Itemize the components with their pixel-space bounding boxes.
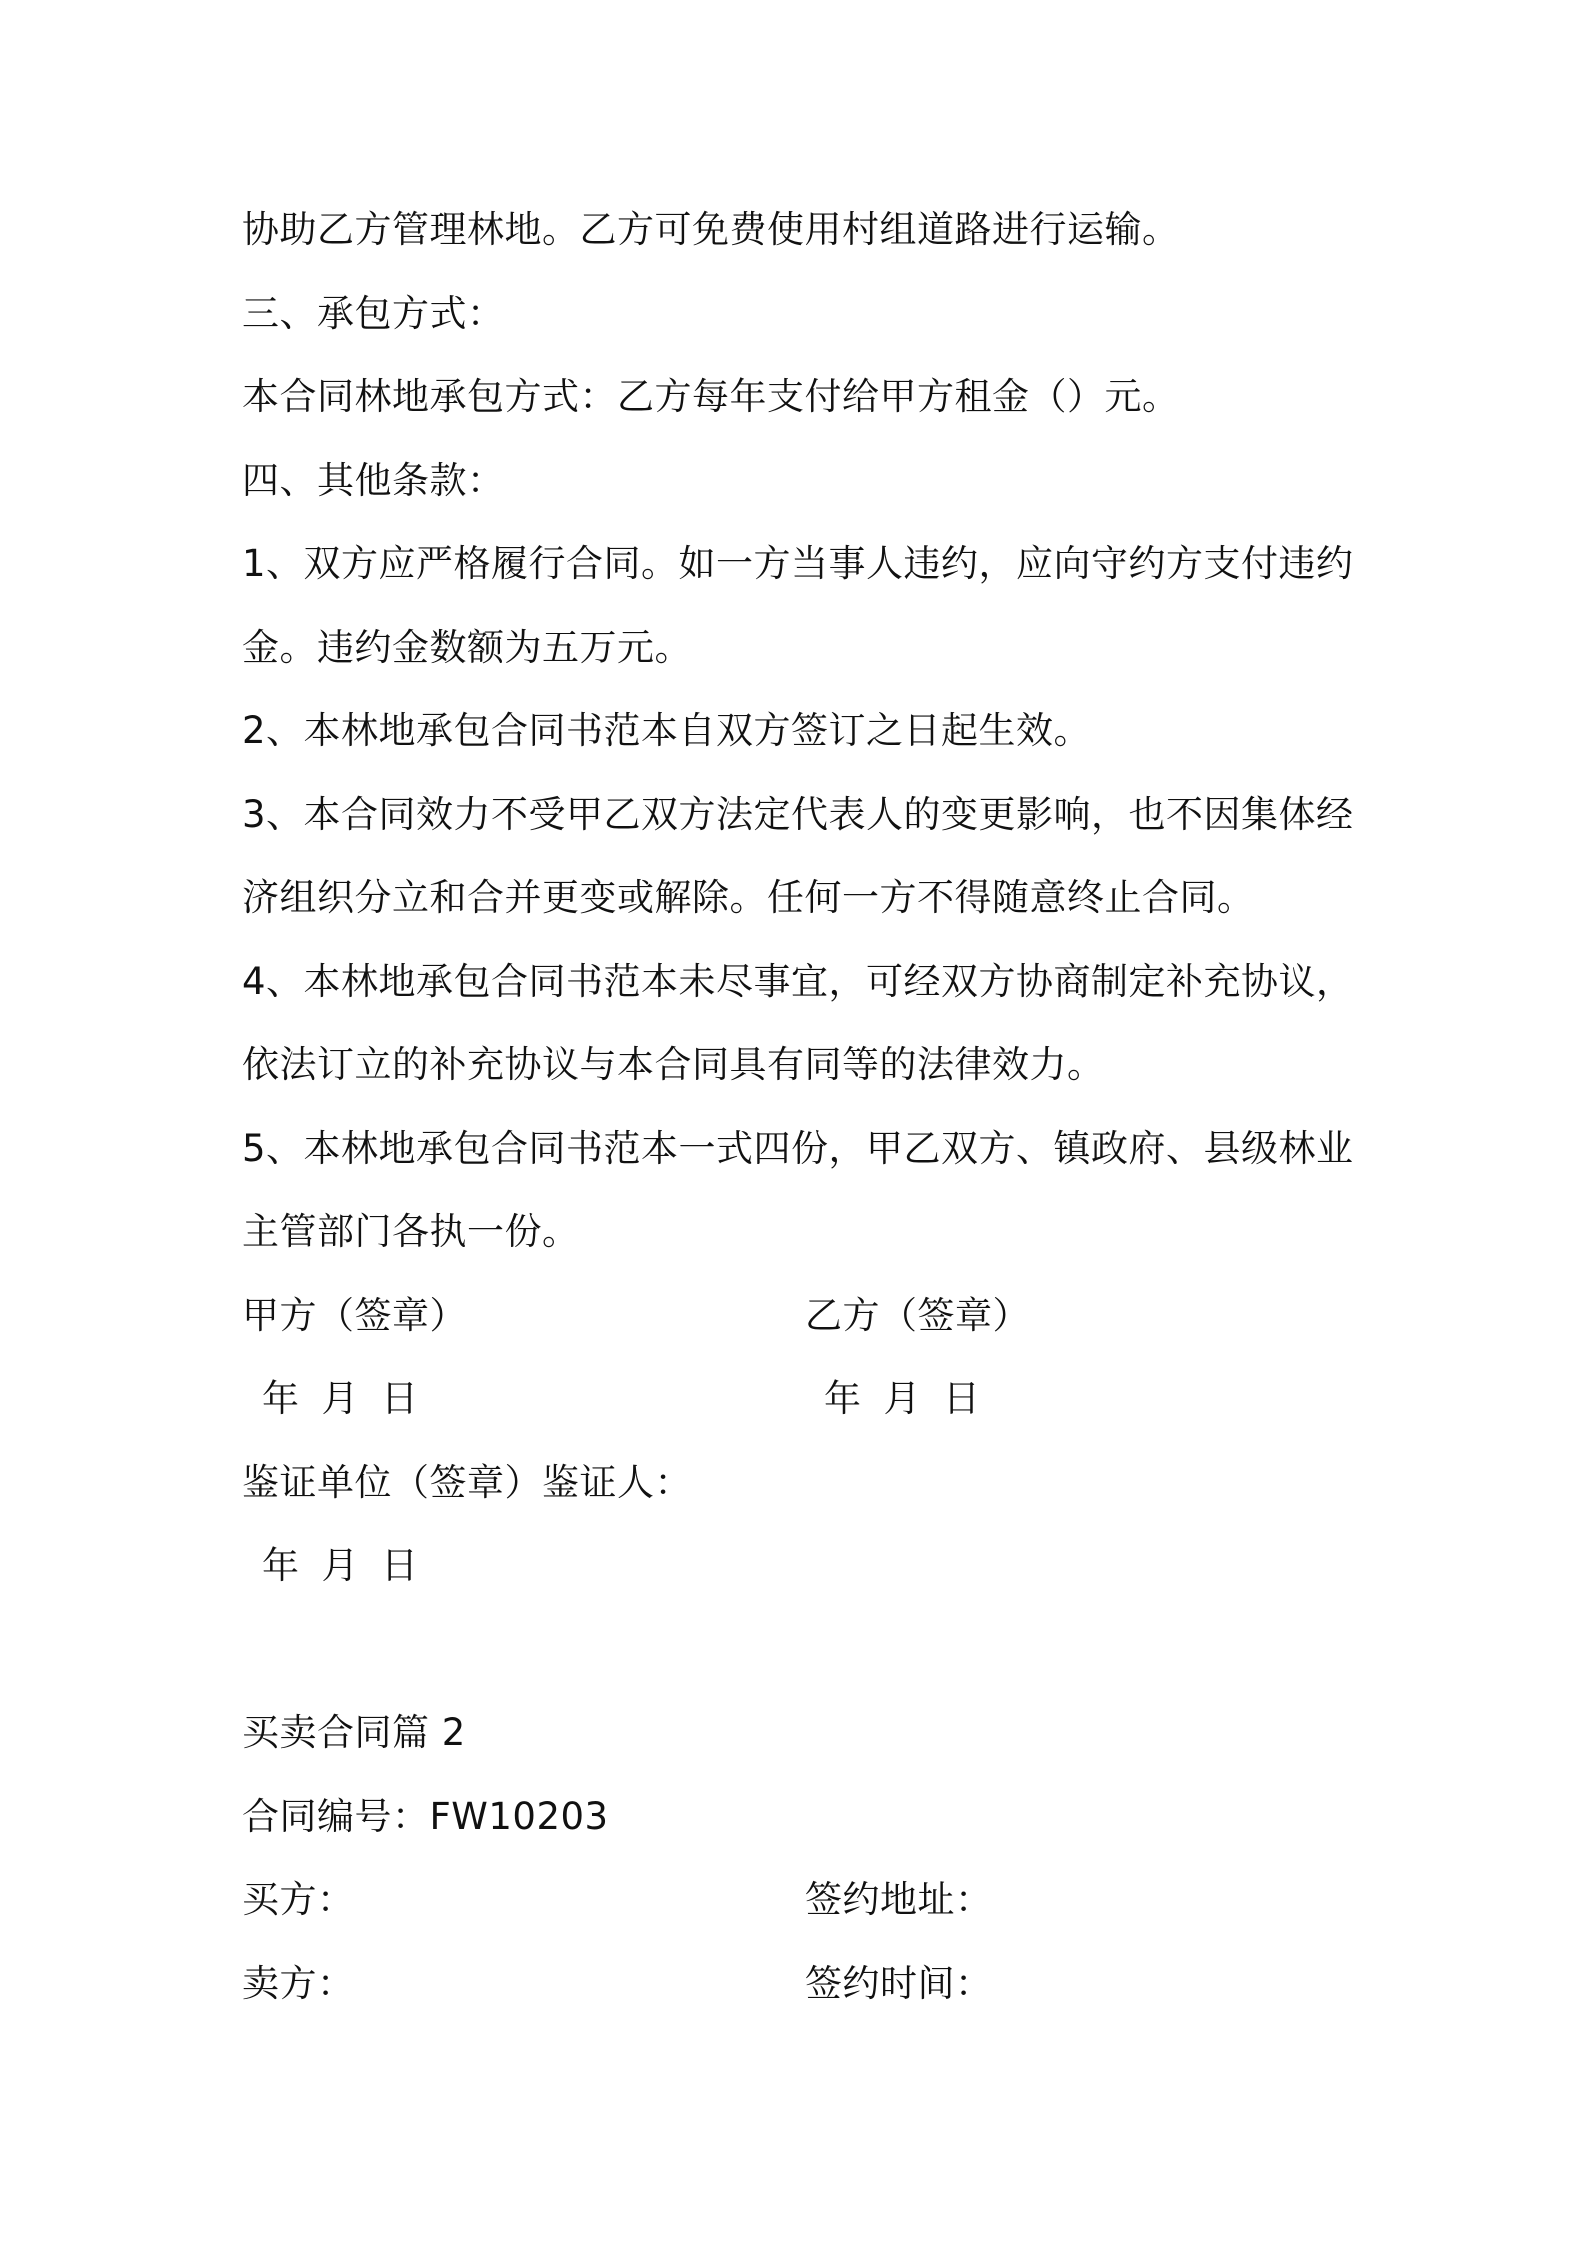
paragraph-line: 3、本合同效力不受甲乙双方法定代表人的变更影响，也不因集体经	[242, 793, 1354, 836]
paragraph-line: 4、本林地承包合同书范本未尽事宜，可经双方协商制定补充协议，	[242, 960, 1354, 1003]
date-day: 日	[381, 1377, 419, 1420]
buyer-label: 买方：	[242, 1878, 355, 1921]
paragraph-line: 济组织分立和合并更变或解除。任何一方不得随意终止合同。	[242, 876, 1255, 919]
date-month: 月	[321, 1544, 359, 1587]
date-year: 年	[262, 1544, 300, 1587]
party-b-signature-label: 乙方（签章）	[805, 1294, 1030, 1337]
date-day: 日	[381, 1544, 419, 1587]
section2-title: 买卖合同篇 2	[242, 1711, 466, 1754]
date-year: 年	[824, 1377, 862, 1420]
sign-address-label: 签约地址：	[805, 1878, 993, 1921]
paragraph-line: 主管部门各执一份。	[242, 1210, 580, 1253]
section-heading-contract-method: 三、承包方式：	[242, 292, 505, 335]
date-year: 年	[262, 1377, 300, 1420]
sign-time-label: 签约时间：	[805, 1962, 993, 2005]
verifier-date	[262, 1541, 441, 1591]
party-b-date	[824, 1374, 1003, 1424]
section-heading-other-terms: 四、其他条款：	[242, 459, 505, 502]
date-month: 月	[883, 1377, 921, 1420]
contract-number: 合同编号：FW10203	[242, 1795, 609, 1838]
seller-label: 卖方：	[242, 1962, 355, 2005]
paragraph-line: 1、双方应严格履行合同。如一方当事人违约，应向守约方支付违约	[242, 542, 1354, 585]
date-day: 日	[943, 1377, 981, 1420]
paragraph-line: 5、本林地承包合同书范本一式四份，甲乙双方、镇政府、县级林业	[242, 1127, 1354, 1170]
verifier-signature-label: 鉴证单位（签章）鉴证人：	[242, 1461, 692, 1504]
paragraph-line: 2、本林地承包合同书范本自双方签订之日起生效。	[242, 709, 1092, 752]
paragraph-line: 协助乙方管理林地。乙方可免费使用村组道路进行运输。	[242, 208, 1180, 251]
party-a-signature-label: 甲方（签章）	[242, 1294, 467, 1337]
paragraph-line: 本合同林地承包方式：乙方每年支付给甲方租金（）元。	[242, 375, 1180, 418]
date-month: 月	[321, 1377, 359, 1420]
party-a-date	[262, 1374, 441, 1424]
paragraph-line: 依法订立的补充协议与本合同具有同等的法律效力。	[242, 1043, 1105, 1086]
paragraph-line: 金。违约金数额为五万元。	[242, 626, 692, 669]
